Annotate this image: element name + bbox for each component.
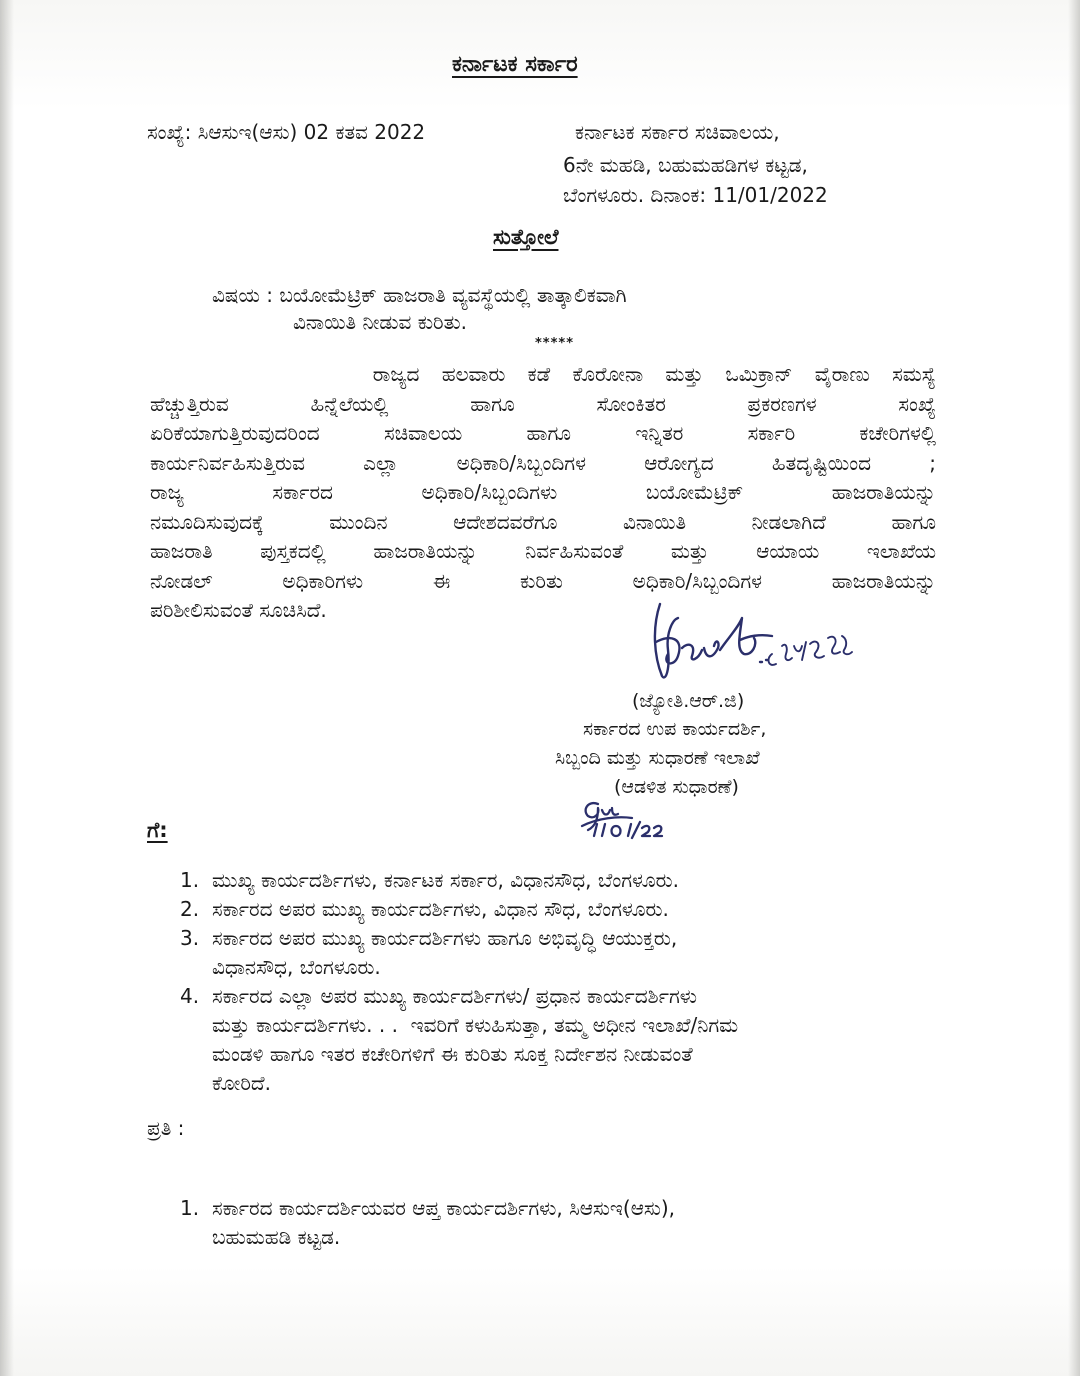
page-shadow-right: [1068, 0, 1080, 1376]
address-line-1: ಕರ್ನಾಟಕ ಸರ್ಕಾರ ಸಚಿವಾಲಯ,: [575, 120, 780, 144]
body-line: ಏರಿಕೆಯಾಗುತ್ತಿರುವುದರಿಂದ ಸಚಿವಾಲಯ ಹಾಗೂ ಇನ್ನಿತರ ಸರ್ಕಾರಿ ಕಚೇರಿಗಳಲ್ಲಿ: [150, 421, 936, 445]
list-number: 3.: [180, 926, 200, 950]
copy-to-label: ಪ್ರತಿ :: [147, 1116, 185, 1140]
list-item: [180, 982, 900, 1098]
signatory-designation: ಸರ್ಕಾರದ ಉಪ ಕಾರ್ಯದರ್ಶಿ,: [583, 718, 767, 740]
list-item: [180, 866, 900, 895]
list-item: [180, 895, 900, 924]
body-line: ಹಾಜರಾತಿ ಪುಸ್ತಕದಲ್ಲಿ ಹಾಜರಾತಿಯನ್ನು ನಿರ್ವಹಿಸುವಂತೆ ಮತ್ತು ಆಯಾಯ ಇಲಾಖೆಯ: [150, 539, 936, 563]
list-item-text: ಮಂಡಳಿ ಹಾಗೂ ಇತರ ಕಚೇರಿಗಳಿಗೆ ಈ ಕುರಿತು ಸೂಕ್ತ ನಿರ್ದೇಶನ ನೀಡುವಂತೆ: [212, 1042, 693, 1066]
list-item-text: ಬಹುಮಹಡಿ ಕಟ್ಟಡ.: [212, 1225, 341, 1249]
body-line: ಕಾರ್ಯನಿರ್ವಹಿಸುತ್ತಿರುವ ಎಲ್ಲಾ ಅಧಿಕಾರಿ/ಸಿಬ್ಬಂದಿಗಳ ಆರೋಗ್ಯದ ಹಿತದೃಷ್ಟಿಯಿಂದ ;: [150, 450, 936, 475]
separator-stars: *****: [535, 336, 574, 351]
circular-title: ಸುತ್ತೋಲೆ: [493, 225, 559, 249]
list-item-text: ಮತ್ತು ಕಾರ್ಯದರ್ಶಿಗಳು. . . ಇವರಿಗೆ ಕಳುಹಿಸುತ್ತಾ, ತಮ್ಮ ಅಧೀನ ಇಲಾಖೆ/ನಿಗಮ: [212, 1013, 739, 1037]
body-line: ರಾಜ್ಯದ ಹಲವಾರು ಕಡೆ ಕೊರೋನಾ ಮತ್ತು ಒಮಿಕ್ರಾನ್ ವೈರಾಣು ಸಮಸ್ಯೆ: [150, 362, 936, 386]
list-item: [180, 1194, 900, 1252]
list-item-text: ಸರ್ಕಾರದ ಎಲ್ಲಾ ಅಪರ ಮುಖ್ಯ ಕಾರ್ಯದರ್ಶಿಗಳು/ ಪ್ರಧಾನ ಕಾರ್ಯದರ್ಶಿಗಳು: [212, 984, 697, 1008]
list-number: 4.: [180, 984, 200, 1008]
body-line: ನೋಡಲ್ ಅಧಿಕಾರಿಗಳು ಈ ಕುರಿತು ಅಧಿಕಾರಿ/ಸಿಬ್ಬಂದಿಗಳ ಹಾಜರಾತಿಯನ್ನು: [150, 568, 936, 593]
address-line-2: 6ನೇ ಮಹಡಿ, ಬಹುಮಹಡಿಗಳ ಕಟ್ಟಡ,: [563, 153, 808, 177]
list-number: 1.: [180, 868, 200, 892]
address-date-line: ಬೆಂಗಳೂರು. ದಿನಾಂಕ: 11/01/2022: [563, 183, 828, 207]
body-line: ಪರಿಶೀಲಿಸುವಂತೆ ಸೂಚಿಸಿದೆ.: [150, 598, 327, 622]
handwritten-signature: [648, 598, 863, 688]
list-number: 1.: [180, 1196, 200, 1220]
page-shadow-left: [0, 0, 14, 1376]
list-item-text: ಸರ್ಕಾರದ ಅಪರ ಮುಖ್ಯ ಕಾರ್ಯದರ್ಶಿಗಳು, ವಿಧಾನ ಸೌಧ, ಬೆಂಗಳೂರು.: [212, 897, 669, 921]
list-item-text: ಸರ್ಕಾರದ ಅಪರ ಮುಖ್ಯ ಕಾರ್ಯದರ್ಶಿಗಳು ಹಾಗೂ ಅಭಿವೃದ್ಧಿ ಆಯುಕ್ತರು,: [212, 926, 678, 950]
recipients-label: ಗೆ:: [147, 818, 168, 842]
body-line: ಹೆಚ್ಚುತ್ತಿರುವ ಹಿನ್ನೆಲೆಯಲ್ಲಿ ಹಾಗೂ ಸೋಂಕಿತರ ಪ್ರಕರಣಗಳ ಸಂಖ್ಯೆ: [150, 391, 936, 416]
list-item-text: ವಿಧಾನಸೌಧ, ಬೆಂಗಳೂರು.: [212, 955, 381, 979]
recipients-list: [180, 866, 900, 1098]
subject-line-2: ವಿನಾಯಿತಿ ನೀಡುವ ಕುರಿತು.: [293, 310, 467, 334]
government-title: ಕರ್ನಾಟಕ ಸರ್ಕಾರ: [452, 52, 578, 77]
reference-number: ಸಂಖ್ಯೆ: ಸಿಆಸುಇ(ಆಸು) 02 ಕತವ 2022: [147, 120, 426, 144]
list-number: 2.: [180, 897, 200, 921]
signatory-name: (ಜ್ಯೋತಿ.ಆರ್.ಜಿ): [632, 690, 745, 712]
copy-to-list: [180, 1194, 900, 1252]
body-paragraph: [150, 360, 936, 626]
list-item-text: ಸರ್ಕಾರದ ಕಾರ್ಯದರ್ಶಿಯವರ ಆಪ್ತ ಕಾರ್ಯದರ್ಶಿಗಳು, ಸಿಆಸುಇ(ಆಸು),: [212, 1196, 676, 1220]
subject-line-1: ವಿಷಯ : ಬಯೋಮೆಟ್ರಿಕ್ ಹಾಜರಾತಿ ವ್ಯವಸ್ಥೆಯಲ್ಲಿ ತಾತ್ಕಾಲಿಕವಾಗಿ: [212, 283, 627, 307]
list-item-text: ಕೋರಿದೆ.: [212, 1071, 271, 1095]
body-line: ನಮೂದಿಸುವುದಕ್ಕೆ ಮುಂದಿನ ಆದೇಶದವರೆಗೂ ವಿನಾಯಿತಿ ನೀಡಲಾಗಿದೆ ಹಾಗೂ: [150, 509, 936, 534]
signatory-section: (ಆಡಳಿತ ಸುಧಾರಣೆ): [614, 776, 739, 798]
signatory-department: ಸಿಬ್ಬಂದಿ ಮತ್ತು ಸುಧಾರಣೆ ಇಲಾಖೆ: [555, 747, 760, 769]
list-item: [180, 924, 900, 982]
body-line: ರಾಜ್ಯ ಸರ್ಕಾರದ ಅಧಿಕಾರಿ/ಸಿಬ್ಬಂದಿಗಳು ಬಯೋಮೆಟ್ರಿಕ್ ಹಾಜರಾತಿಯನ್ನು: [150, 480, 936, 504]
handwritten-initials: [578, 796, 668, 842]
list-item-text: ಮುಖ್ಯ ಕಾರ್ಯದರ್ಶಿಗಳು, ಕರ್ನಾಟಕ ಸರ್ಕಾರ, ವಿಧಾನಸೌಧ, ಬೆಂಗಳೂರು.: [212, 868, 679, 892]
